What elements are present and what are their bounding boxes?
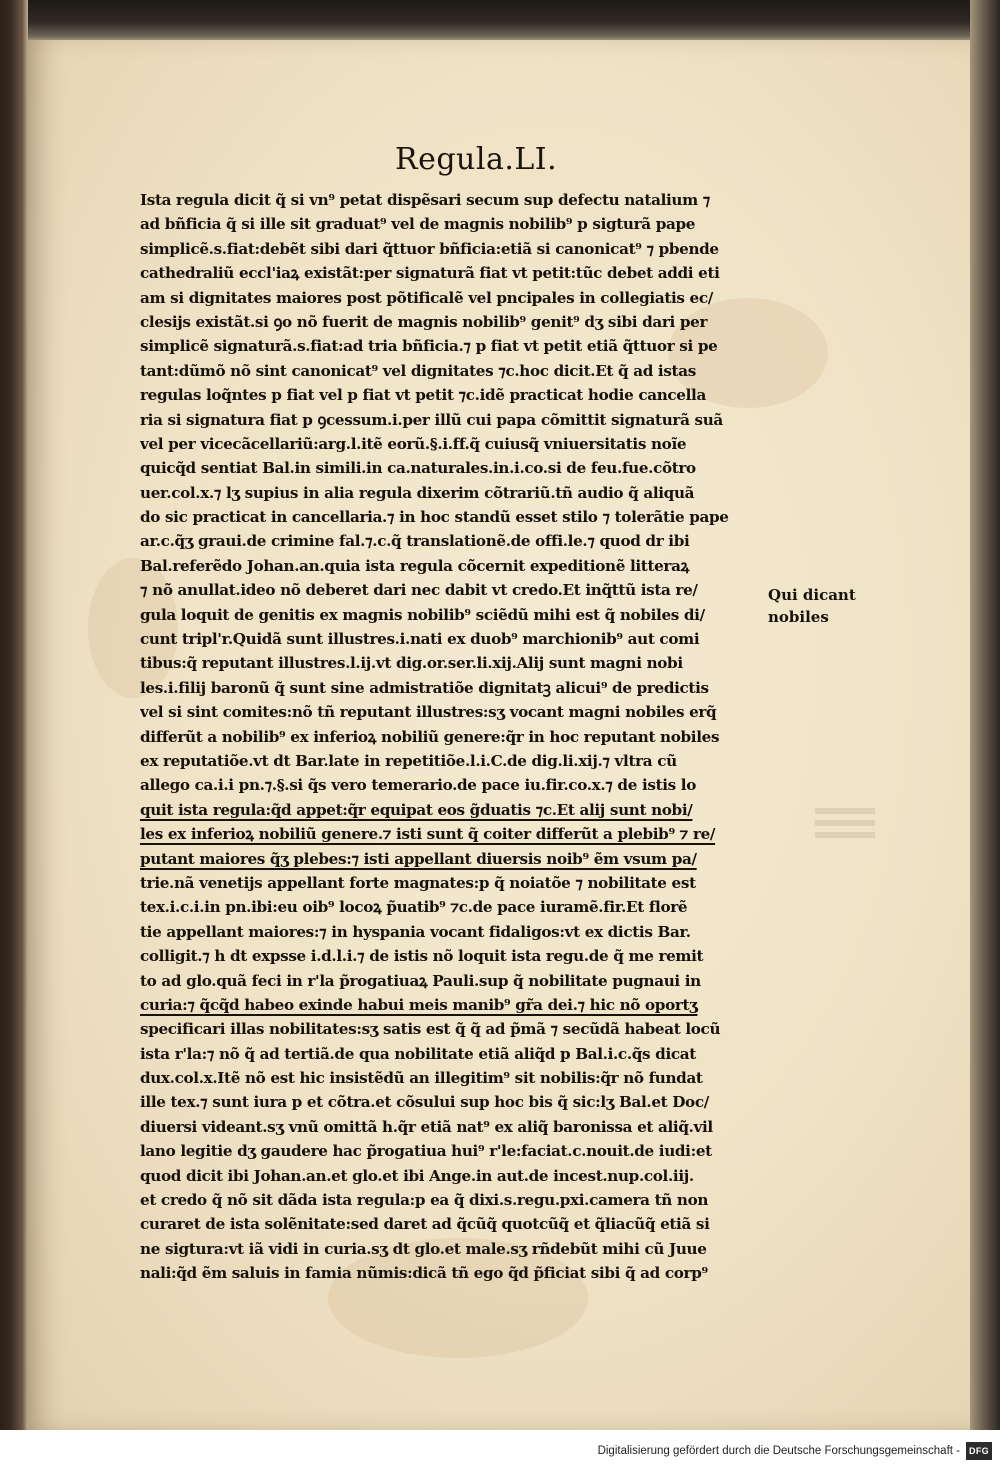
- text-line: ⁊ nõ anullat.ideo nõ deberet dari nec dabit vt credo.Et inq̃ttũ ista re/: [140, 581, 698, 600]
- funding-credit: Digitalisierung gefördert durch die Deutsche Forschungsgemeinschaft -: [597, 1445, 960, 1457]
- marginal-note-line: Qui dicant: [768, 586, 856, 604]
- text-line: curaret de ista solẽnitate:sed daret ad q̃cũq̃ quotcũq̃ et q̃liacũq̃ etiã si: [140, 1215, 710, 1234]
- text-line: les.i.filij baronũ q̃ sunt sine admistratiõe dignitatꝫ alicui⁹ de predictis: [140, 678, 709, 697]
- text-line: tie appellant maiores:⁊ in hyspania vocant fidaligos:vt ex dictis Bar.: [140, 922, 691, 941]
- text-line: colligit.⁊ h dt expsse i.d.l.i.⁊ de istis nõ loquit ista regu.de q̃ me remit: [140, 947, 704, 966]
- text-line: simplicẽ signaturã.s.fiat:ad tria bñficia.⁊ p fiat vt petit etiã q̃ttuor si pe: [140, 337, 718, 356]
- text-line: regulas loq̃ntes p fiat vel p fiat vt petit ⁊c.idẽ practicat hodie cancella: [140, 386, 706, 405]
- text-line: gula loquit de genitis ex magnis nobilib⁹ sciẽdũ mihi est q̃ nobiles di/: [140, 605, 705, 624]
- text-line: tex.i.c.i.in pn.ibi:eu oib⁹ locoꝝ p̃uatib⁹ ⁊c.de pace iuramẽ.fir.Et florẽ: [140, 898, 688, 917]
- main-text: [140, 188, 765, 1286]
- text-line: uer.col.x.⁊ lʒ supius in alia regula dixerim cõtrariũ.tñ audio q̃ aliquã: [140, 483, 695, 502]
- text-line: simplicẽ.s.fiat:debẽt sibi dari q̃ttuor bñficia:etiã si canonicat⁹ ⁊ pbende: [140, 239, 719, 258]
- text-line: clesijs existãt.si ꝯo nõ fuerit de magnis nobilib⁹ genit⁹ dʒ sibi dari per: [140, 312, 708, 331]
- text-line: ne sigtura:vt iã vidi in curia.sʒ dt glo.et male.sʒ rñdebũt mihi cũ Juue: [140, 1239, 707, 1258]
- text-line: ex reputatiõe.vt dt Bar.late in repetitiõe.l.i.C.de dig.li.xij.⁊ vltra cũ: [140, 751, 677, 770]
- text-line: lano legitie dʒ gaudere hac p̃rogatiua hui⁹ r'le:faciat.c.nouit.de iudi:et: [140, 1142, 712, 1161]
- text-line: ria si signatura fiat p ꝯcessum.i.per illũ cui papa cõmittit signaturã suã: [140, 410, 723, 429]
- text-line: differũt a nobilib⁹ ex inferioꝝ nobiliũ genere:q̃r in hoc reputant nobiles: [140, 727, 720, 746]
- book-cover-edge: [28, 0, 1000, 40]
- page-edge: [970, 0, 1000, 1473]
- faded-marginalia: [815, 808, 875, 842]
- text-line: cunt tripl'r.Quidã sunt illustres.i.nati ex duob⁹ marchionib⁹ aut comi: [140, 630, 700, 649]
- text-line: trie.nã venetijs appellant forte magnates:p q̃ noiatõe ⁊ nobilitate est: [140, 873, 696, 892]
- text-line: dux.col.x.Itẽ nõ est hic insistẽdũ an illegitim⁹ sit nobilis:q̃r nõ fundat: [140, 1069, 703, 1088]
- text-line: do sic practicat in cancellaria.⁊ in hoc standũ esset stilo ⁊ tolerãtie pape: [140, 508, 729, 527]
- text-line: quod dicit ibi Johan.an.et glo.et ibi Ange.in aut.de incest.nup.col.iij.: [140, 1166, 694, 1185]
- text-line: diuersi videant.sʒ vnũ omittã h.q̃r etiã nat⁹ ex aliq̃ baronissa et aliq̃.vil: [140, 1117, 713, 1136]
- text-line: curia:⁊ q̃cq̃d habeo exinde habui meis manib⁹ gr̃a dei.⁊ hic nõ oportʒ: [140, 995, 698, 1014]
- text-line: to ad glo.quã feci in r'la p̃rogatiuaꝝ Pauli.sup q̃ nobilitate pugnaui in: [140, 971, 701, 990]
- marginal-note-line: nobiles: [768, 608, 829, 626]
- text-line: nali:q̃d ẽm saluis in famia nũmis:dicã tñ ego q̃d p̃ficiat sibi q̃ ad corp⁹: [140, 1264, 708, 1283]
- text-line: quicq̃d sentiat Bal.in simili.in ca.naturales.in.i.co.si de feu.fue.cõtro: [140, 459, 696, 478]
- text-line: tibus:q̃ reputant illustres.l.ij.vt dig.or.ser.li.xij.Alij sunt magni nobi: [140, 654, 683, 673]
- text-line: ista r'la:⁊ nõ q̃ ad tertiã.de qua nobilitate etiã aliq̃d p Bal.i.c.q̃s dicat: [140, 1044, 696, 1063]
- dfg-logo: DFG: [966, 1442, 992, 1460]
- text-line: Ista regula dicit q̃ si vn⁹ petat dispẽsari secum sup defectu natalium ⁊: [140, 191, 710, 209]
- text-line: am si dignitates maiores post põtificalẽ vel pncipales in collegiatis ec/: [140, 288, 713, 307]
- text-line: ar.c.q̃ʒ graui.de crimine fal.⁊.c.q̃ translationẽ.de offi.le.⁊ quod dr ibi: [140, 532, 690, 551]
- marginal-note: [768, 584, 878, 628]
- text-line: ad bñficia q̃ si ille sit graduat⁹ vel de magnis nobilib⁹ p sigturã pape: [140, 215, 696, 234]
- text-line: vel si sint comites:nõ tñ reputant illustres:sʒ vocant magni nobiles erq̃: [140, 703, 717, 722]
- text-line: quit ista regula:q̃d appet:q̃r equipat eos g̃duatis ⁊c.Et alij sunt nobi/: [140, 800, 693, 819]
- text-line: tant:dũmõ nõ sint canonicat⁹ vel dignitates ⁊c.hoc dicit.Et q̃ ad istas: [140, 361, 696, 380]
- text-line: specificari illas nobilitates:sʒ satis est q̃ q̃ ad p̃mã ⁊ secũdã habeat locũ: [140, 1020, 721, 1039]
- page-heading: Regula.LI.: [395, 142, 558, 177]
- text-line: Bal.referẽdo Johan.an.quia ista regula cõcernit expeditionẽ litteraꝝ: [140, 556, 689, 575]
- text-line: cathedraliũ eccl'iaꝝ existãt:per signaturã fiat vt petit:tũc debet addi eti: [140, 264, 720, 283]
- text-line: les ex inferioꝝ nobiliũ genere.⁊ isti sunt q̃ coiter differũt a plebib⁹ ⁊ re/: [140, 825, 716, 844]
- text-line: vel per vicecãcellariũ:arg.l.itẽ eorũ.§.i.ff.q̃ cuiusq̃ vniuersitatis noĩe: [140, 434, 687, 453]
- book-binding: [0, 0, 28, 1473]
- text-line: allego ca.i.i pn.⁊.§.si q̃s vero temerario.de pace iu.fir.co.x.⁊ de istis lo: [140, 776, 696, 795]
- text-line: et credo q̃ nõ sit dãda ista regula:p ea q̃ dixi.s.regu.pxi.camera tñ non: [140, 1191, 709, 1210]
- text-line: putant maiores q̃ʒ plebes:⁊ isti appellant diuersis noib⁹ ẽm vsum pa/: [140, 849, 697, 868]
- text-line: ille tex.⁊ sunt iura p et cõtra.et cõsului sup hoc bis q̃ sic:lʒ Bal.et Doc/: [140, 1093, 709, 1112]
